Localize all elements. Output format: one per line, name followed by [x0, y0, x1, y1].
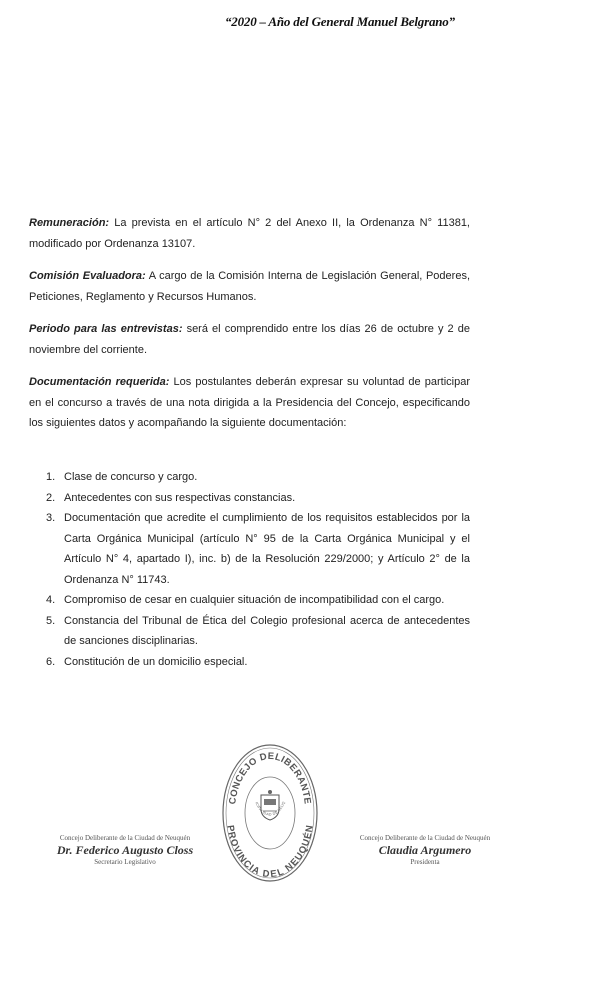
- list-item-number: 1.: [46, 471, 56, 483]
- list-item-text: Constitución de un domicilio especial.: [64, 655, 248, 668]
- signature-org: Concejo Deliberante de la Ciudad de Neuquén: [59, 834, 191, 842]
- signature-secretario: [40, 833, 210, 867]
- list-item-text: Antecedentes con sus respectivas constancias.: [64, 491, 296, 504]
- paragraph-label: Comisión Evaluadora:: [29, 270, 146, 282]
- paragraph-documentacion-requerida: [29, 372, 470, 434]
- paragraph-label: Documentación requerida:: [29, 376, 170, 388]
- svg-text:CONCEJO DELIBERANTE: [227, 751, 312, 805]
- signature-name: Dr. Federico Augusto Closs: [56, 843, 194, 857]
- signature-name: Claudia Argumero: [378, 843, 472, 857]
- list-item-text: Constancia del Tribunal de Ética del Colegio profesional acerca de antecedentes de sanciones disciplinarias.: [64, 614, 470, 647]
- list-item-number: 4.: [46, 594, 56, 606]
- signature-presidenta: [340, 833, 510, 867]
- list-item: [29, 508, 470, 590]
- paragraph-label: Remuneración:: [29, 217, 110, 229]
- list-item-number: 6.: [46, 655, 56, 668]
- list-item: [29, 590, 470, 611]
- list-item-text: Documentación que acredite el cumplimiento de los requisitos establecidos por la Carta Orgánica Municipal (artículo N° 95 de la Carta Orgánica Municipal y el Artículo N° 4, apartado I), inc. b) de la Resolución 229/2000; y Artículo 2° de la Ordenanza N° 11743.: [64, 512, 470, 586]
- list-item-number: 2.: [46, 491, 56, 504]
- paragraph-comision-evaluadora: [29, 266, 470, 307]
- signature-role: Presidenta: [410, 858, 440, 866]
- list-item: [29, 488, 470, 509]
- official-seal: [221, 743, 319, 883]
- paragraph-text: A cargo de la Comisión Interna de Legislación General, Poderes, Peticiones, Reglamento y Recursos Humanos.: [29, 270, 470, 303]
- seal-top-text: CONCEJO DELIBERANTE: [227, 750, 313, 805]
- list-item-text: Compromiso de cesar en cualquier situación de incompatibilidad con el cargo.: [64, 594, 445, 606]
- paragraph-text: Los postulantes deberán expresar su voluntad de participar en el concurso a través de una nota dirigida a la Presidencia del Concejo, especificando los siguientes datos y acompañando la siguiente documentación:: [29, 376, 471, 429]
- list-item-text: Clase de concurso y cargo.: [64, 471, 198, 483]
- list-item: [29, 467, 470, 488]
- paragraph-text: será el comprendido entre los días 26 de octubre y 2 de noviembre del corriente.: [29, 323, 470, 356]
- signature-role: Secretario Legislativo: [94, 858, 156, 866]
- requirements-list: [29, 467, 470, 672]
- seal-inner-text: ICIPALIDAD DE NEUQ: [254, 801, 287, 818]
- list-item-number: 3.: [46, 512, 56, 524]
- paragraph-label: Periodo para las entrevistas:: [29, 323, 183, 335]
- signature-org: Concejo Deliberante de la Ciudad de Neuquén: [359, 834, 491, 842]
- paragraph-text: La prevista en el artículo N° 2 del Anexo II, la Ordenanza N° 11381, modificado por Ordenanza 13107.: [29, 217, 470, 250]
- svg-text:PROVINCIA DEL NEUQUÉN: [224, 825, 316, 881]
- list-item: [29, 611, 470, 652]
- list-item: [29, 652, 470, 673]
- seal-bottom-text: PROVINCIA DEL NEUQUÉN: [224, 824, 317, 881]
- header-motto: “2020 – Año del General Manuel Belgrano”: [225, 14, 455, 29]
- paragraph-periodo-entrevistas: [29, 319, 470, 360]
- paragraph-remuneracion: [29, 213, 470, 254]
- list-item-number: 5.: [46, 614, 56, 627]
